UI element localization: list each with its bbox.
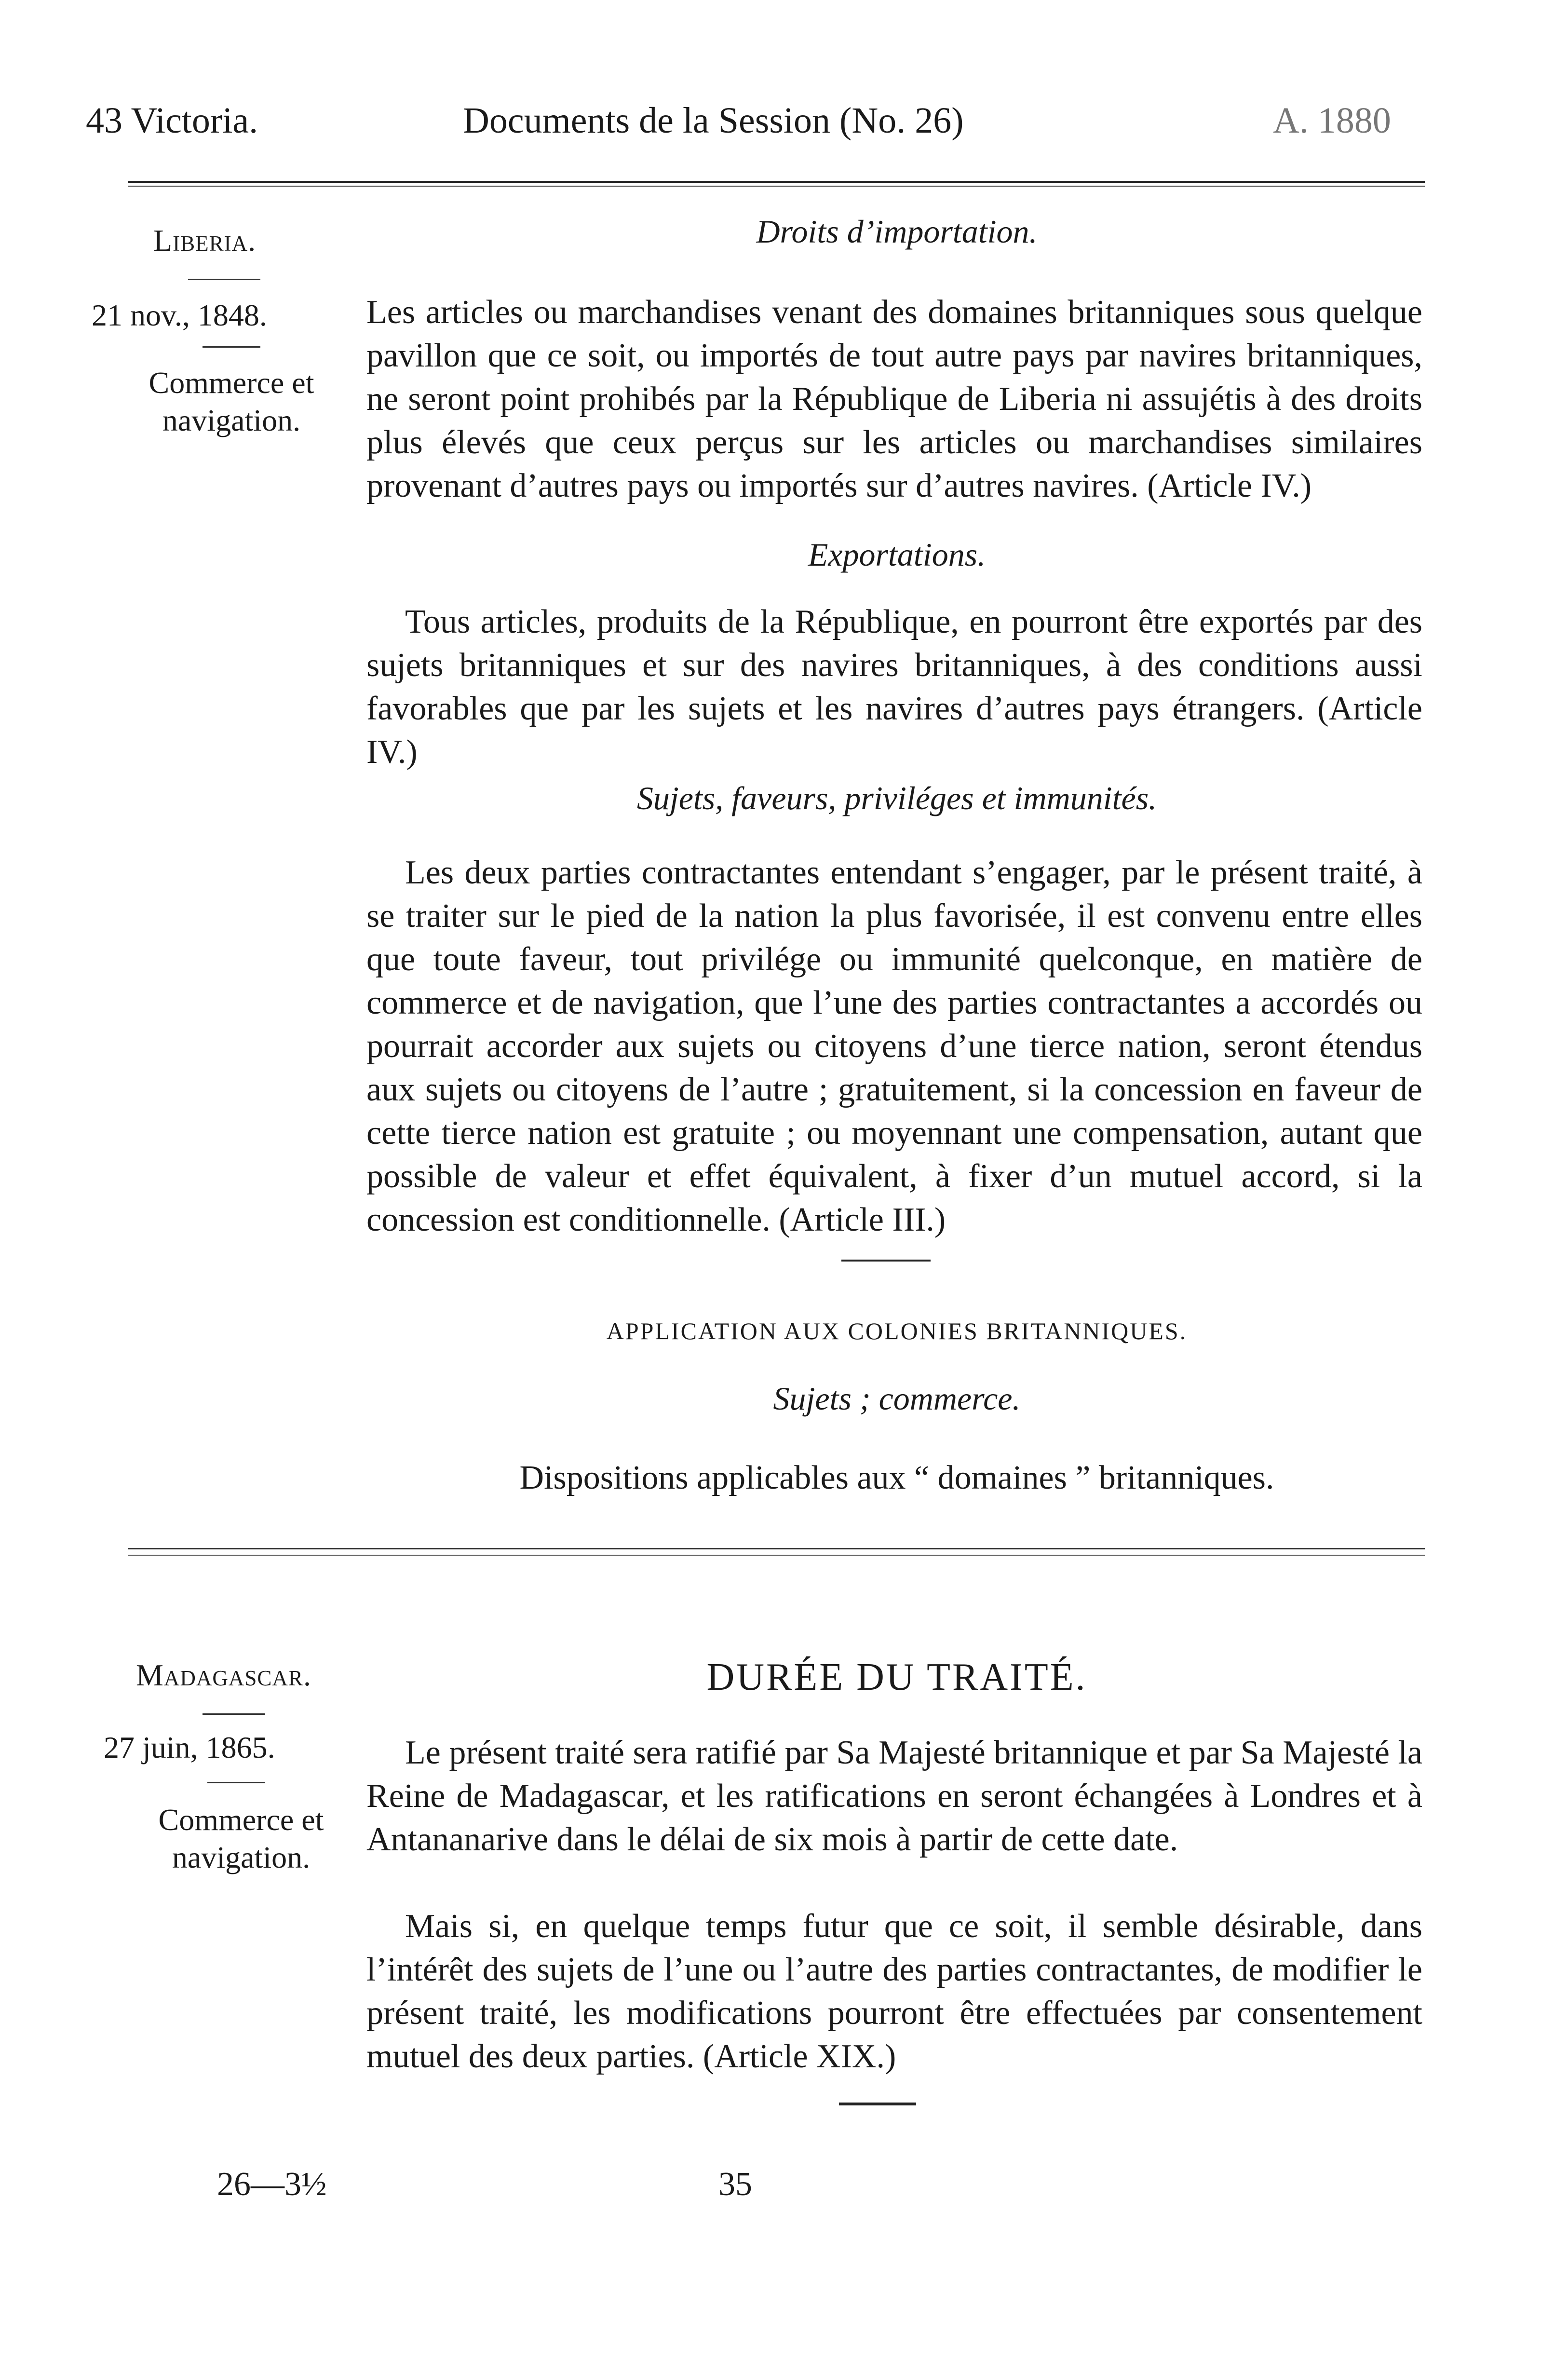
paragraph-colonies: Dispositions applicables aux “ domaines ” britanniques. <box>519 1459 1274 1496</box>
header-rule <box>128 181 1425 183</box>
header-year: A. 1880 <box>1273 100 1391 141</box>
section-divider <box>841 1260 931 1262</box>
paragraph-privileges: Les deux parties contractantes entendant s’engager, par le présent traité, à se traiter sur le pied de la nation la plus favorisée, il est convenu entre elles que toute faveur, tout privilége ou immunité quelconque, en matière de commerce et de navigation, que l’une des parties contractantes a accordés ou pourrait accorder aux sujets ou citoyens d’une tierce nation, seront étendus aux sujets ou citoyens de l’autre ; gratuitement, si la concession en faveur de cette tierce nation est gratuite ; ou moyennant une compensation, autant que possible de valeur et effet équivalent, à fixer d’un mutuel accord, si la concession est conditionnelle. (Article III.) <box>366 854 1422 1238</box>
paragraph-imports: Les articles ou marchandises venant des domaines britanniques sous quelque pavillon que ce soit, ou importés de tout autre pays par navires britanniques, ne seront point prohibés par la République de Liberia ni assujétis à des droits plus élevés que ceux perçus sur les articles ou marchandises similaires provenant d’autres pays ou importés sur d’autres navires. (Article IV.) <box>366 294 1422 504</box>
header-rule-thin <box>128 186 1425 187</box>
footer-signature: 26—3½ <box>217 2166 327 2203</box>
margin-subject-liberia: Commerce et navigation. <box>149 366 314 437</box>
margin-country-liberia: Liberia. <box>153 223 257 258</box>
margin-dash <box>203 346 260 348</box>
margin-date-liberia: 21 nov., 1848. <box>92 298 267 332</box>
heading-sujets-commerce: Sujets ; commerce. <box>773 1380 1021 1417</box>
heading-colonies: APPLICATION AUX COLONIES BRITANNIQUES. <box>606 1317 1188 1344</box>
margin-date-madagascar: 27 juin, 1865. <box>104 1730 275 1764</box>
margin-dash <box>203 1713 265 1715</box>
page-number: 35 <box>718 2166 752 2203</box>
heading-exportations: Exportations. <box>808 536 986 573</box>
end-divider <box>839 2103 916 2105</box>
heading-droits-importation: Droits d’importation. <box>756 213 1038 250</box>
header-session-year: 43 Victoria. <box>86 100 258 141</box>
section-double-rule-thin <box>128 1555 1425 1556</box>
header-document-title: Documents de la Session (No. 26) <box>463 100 964 141</box>
paragraph-exports: Tous articles, produits de la République, en pourront être exportés par des sujets britanniques et sur des navires britanniques, à des conditions aussi favorables que par les sujets et les navires d’autres pays étrangers. (Article IV.) <box>366 603 1422 771</box>
section-double-rule <box>128 1548 1425 1549</box>
paragraph-ratification: Le présent traité sera ratifié par Sa Majesté britannique et par Sa Majesté la Reine de Madagascar, et les ratifications en seront échangées à Londres et à Antananarive dans le délai de six mois à partir de cette date. <box>366 1734 1422 1858</box>
margin-country-madagascar: Madagascar. <box>136 1658 311 1692</box>
heading-duree-traite: DURÉE DU TRAITÉ. <box>706 1656 1087 1698</box>
margin-subject-madagascar: Commerce et navigation. <box>158 1803 324 1874</box>
heading-privileges: Sujets, faveurs, priviléges et immunités. <box>636 780 1157 816</box>
margin-dash <box>188 279 260 280</box>
paragraph-modification: Mais si, en quelque temps futur que ce soit, il semble désirable, dans l’intérêt des sujets de l’une ou l’autre des parties contractantes, de modifier le présent traité, les modifications pourront être effectuées par consentement mutuel des deux parties. (Article XIX.) <box>366 1908 1422 2075</box>
margin-dash <box>207 1782 265 1783</box>
